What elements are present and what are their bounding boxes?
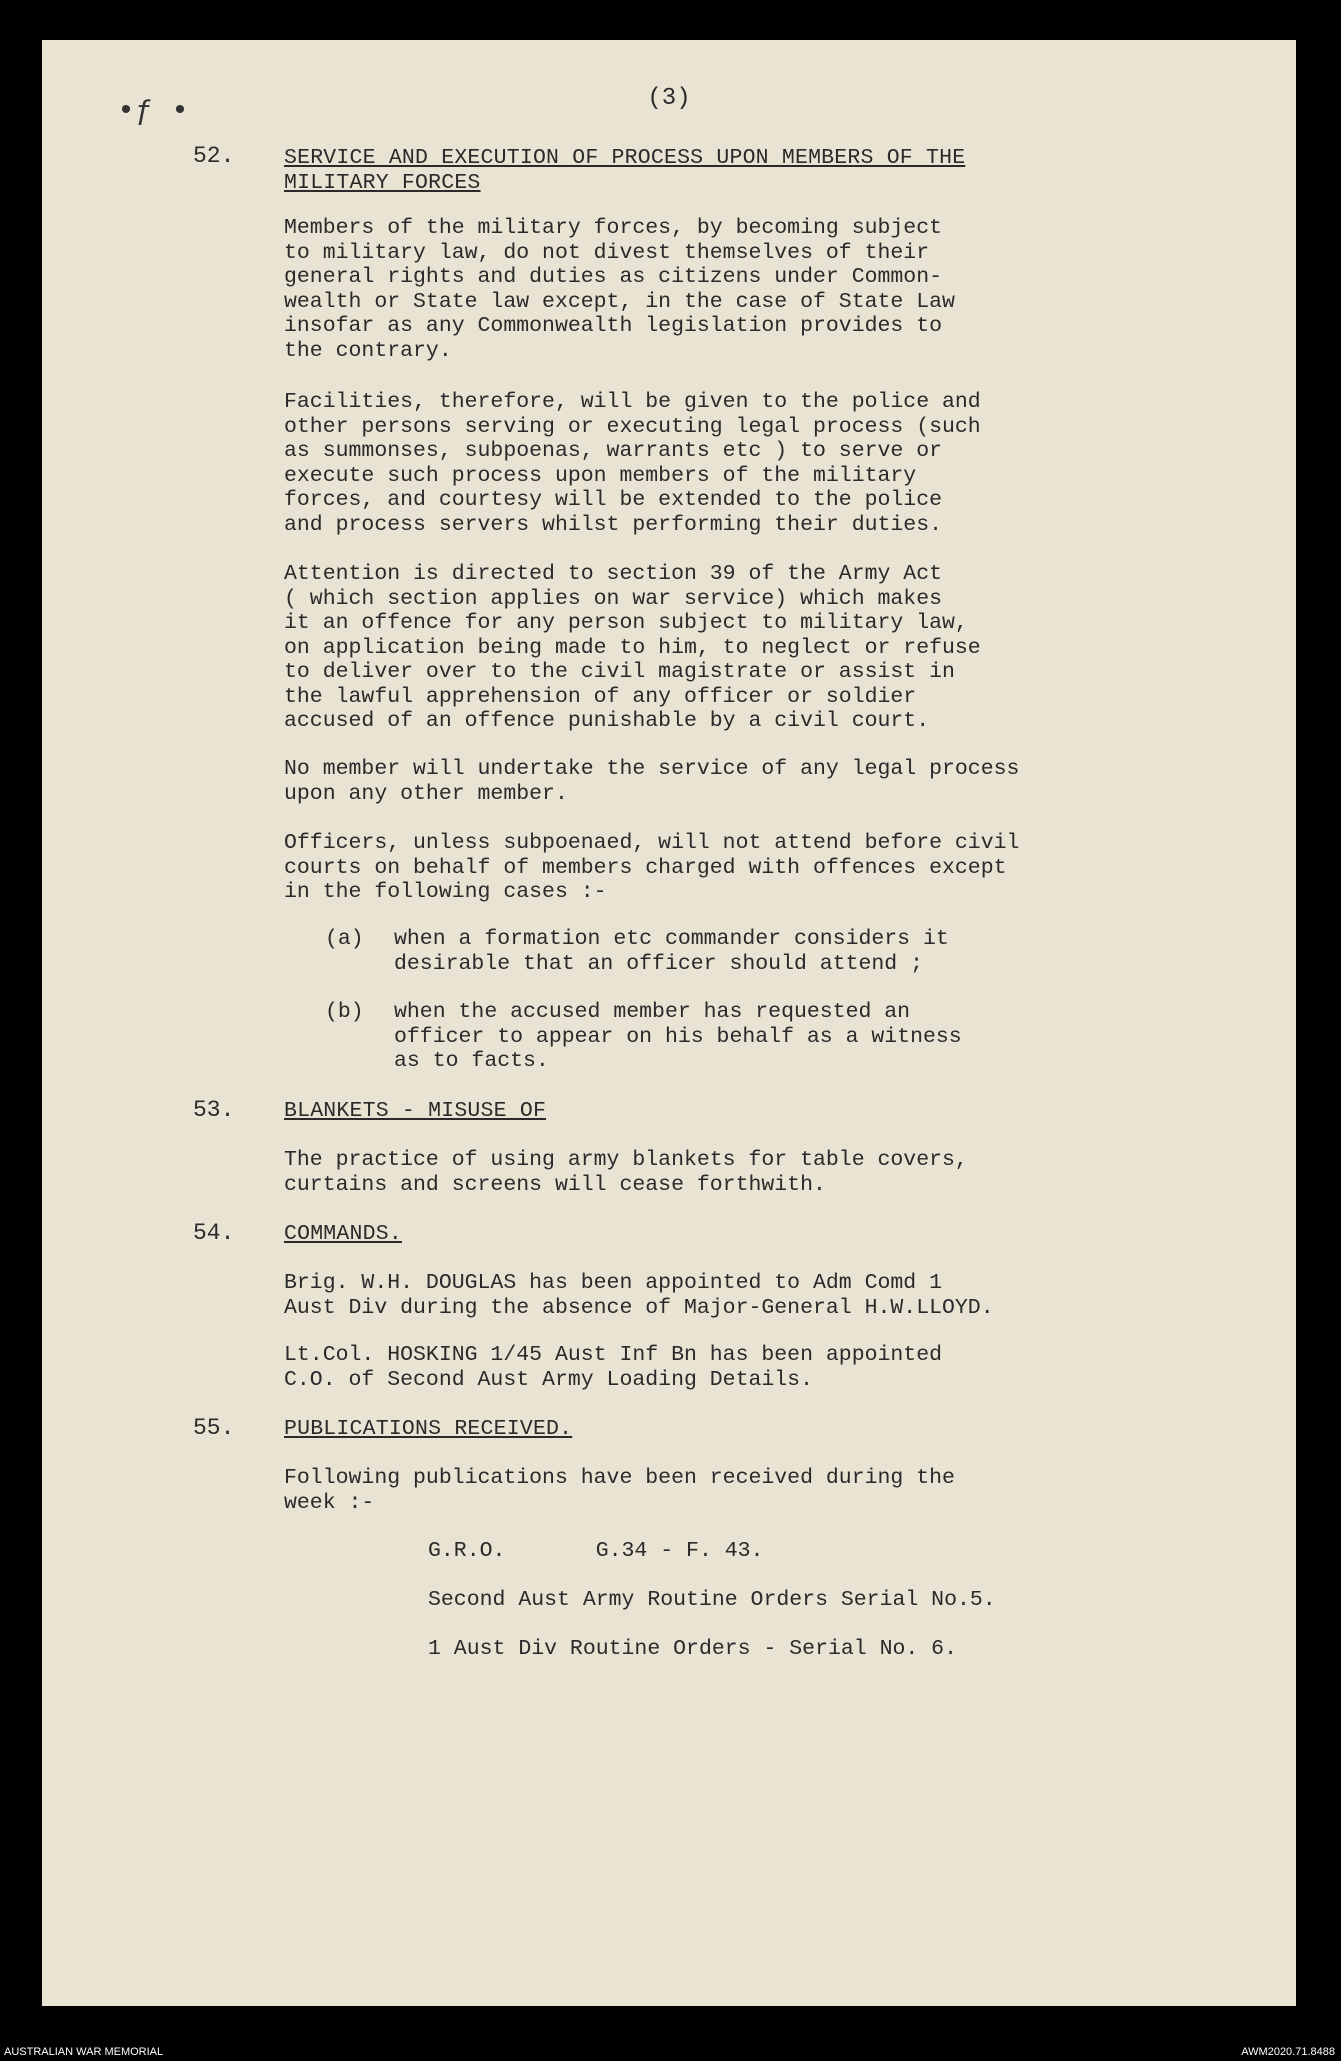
paragraph-52-5: Officers, unless subpoenaed, will not attend before civil courts on behalf of members charged with offences except in the following cases :- bbox=[284, 831, 1020, 904]
section-number-54: 54. bbox=[193, 1220, 235, 1246]
handwritten-margin-mark: •ƒ • bbox=[117, 95, 190, 129]
publication-second-aust-army: Second Aust Army Routine Orders Serial No.5. bbox=[428, 1588, 996, 1612]
list-item-label-b: (b) bbox=[325, 1000, 364, 1024]
section-number-53: 53. bbox=[193, 1097, 235, 1123]
section-heading-54: COMMANDS. bbox=[284, 1222, 402, 1246]
section-heading-52: SERVICE AND EXECUTION OF PROCESS UPON MEMBERS OF THE MILITARY FORCES bbox=[284, 146, 966, 195]
paragraph-52-2: Facilities, therefore, will be given to the police and other persons serving or executing legal process (such as summonses, subpoenas, warrants etc ) to serve or execute such process upon members of the military forces, and courtesy will be extended to the police and process servers whilst performing their duties. bbox=[284, 390, 981, 537]
page-number: (3) bbox=[647, 85, 691, 112]
paragraph-55-1: Following publications have been received during the week :- bbox=[284, 1466, 955, 1515]
paragraph-54-1: Brig. W.H. DOUGLAS has been appointed to Adm Comd 1 Aust Div during the absence of Major-General H.W.LLOYD. bbox=[284, 1271, 994, 1320]
section-number-52: 52. bbox=[193, 143, 235, 169]
document-page bbox=[42, 40, 1296, 2006]
footer-institution: AUSTRALIAN WAR MEMORIAL bbox=[4, 2046, 164, 2058]
section-number-55: 55. bbox=[193, 1415, 235, 1441]
paragraph-52-1: Members of the military forces, by becoming subject to military law, do not divest themselves of their general rights and duties as citizens under Common- wealth or State law except, in the case of State Law insofar as any Commonwealth legislation provides to the contrary. bbox=[284, 216, 955, 363]
list-item-text-b: when the accused member has requested an officer to appear on his behalf as a witness as to facts. bbox=[394, 1000, 962, 1073]
paragraph-52-4: No member will undertake the service of any legal process upon any other member. bbox=[284, 757, 1020, 806]
footer-accession-number: AWM2020.71.8488 bbox=[1241, 2046, 1335, 2058]
list-item-text-a: when a formation etc commander considers it desirable that an officer should attend ; bbox=[394, 927, 949, 976]
section-heading-53: BLANKETS - MISUSE OF bbox=[284, 1099, 547, 1123]
publication-1-aust-div: 1 Aust Div Routine Orders - Serial No. 6. bbox=[428, 1637, 957, 1661]
list-item-label-a: (a) bbox=[325, 927, 364, 951]
paragraph-53-1: The practice of using army blankets for table covers, curtains and screens will cease forthwith. bbox=[284, 1148, 968, 1197]
paragraph-52-3: Attention is directed to section 39 of the Army Act ( which section applies on war service) which makes it an offence for any person subject to military law, on application being made to him, to neglect or refuse to deliver over to the civil magistrate or assist in the lawful apprehension of any officer or soldier accused of an offence punishable by a civil court. bbox=[284, 562, 981, 733]
footer-bar bbox=[0, 2044, 1341, 2061]
publication-gro: G.R.O. G.34 - F. 43. bbox=[428, 1539, 764, 1563]
section-heading-55: PUBLICATIONS RECEIVED. bbox=[284, 1417, 573, 1441]
paragraph-54-2: Lt.Col. HOSKING 1/45 Aust Inf Bn has been appointed C.O. of Second Aust Army Loading Details. bbox=[284, 1343, 943, 1392]
